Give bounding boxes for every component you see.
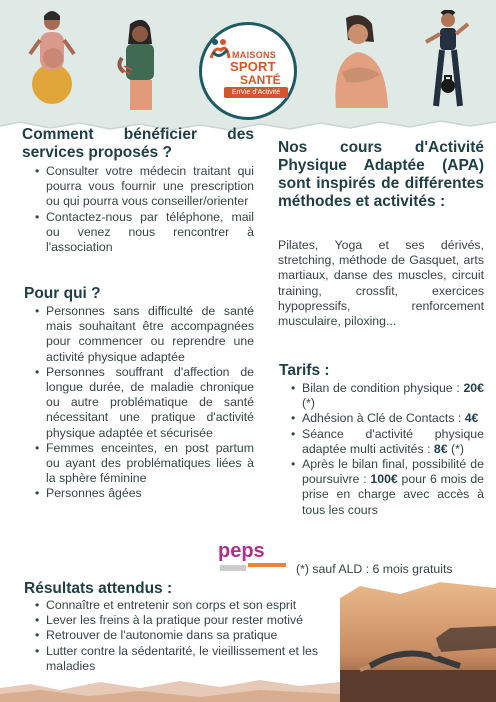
section-title-apa: Nos cours d'Activité Physique Adaptée (APA) sont inspirés de différentes méthodes et activités : (278, 139, 484, 210)
tarif-item (288, 457, 484, 518)
woman-back-pain-illustration (110, 14, 170, 112)
tarif-suffix: (*) (447, 441, 465, 456)
tarif-price: 20€ (463, 381, 484, 395)
list-item: • Personnes âgées (32, 486, 254, 501)
apa-activities-text: Pilates, Yoga et ses dérivés, stretching, méthode de Gasquet, arts martiaux, danse des muscles, circuit training, crossfit, exercices hypopressifs, renforcement musculaire, piloxing... (278, 238, 484, 329)
peps-logo-text: peps (218, 540, 265, 562)
list-item: • Consulter votre médecin traitant qui pourra vous fournir une prescription ou qui pourra vous conseiller/orienter (32, 164, 254, 210)
section-title-who: Pour qui ? (24, 285, 101, 302)
logo-tagline: EnVie d'Activité (224, 87, 288, 98)
tarifs-note: (*) sauf ALD : 6 mois gratuits (296, 562, 453, 576)
list-item: • Lutter contre la sédentarité, le vieillissement et les maladies (32, 644, 338, 674)
who-list (32, 304, 254, 502)
how-list (32, 164, 254, 255)
tarifs-list (288, 381, 484, 518)
woman-kettlebell-illustration (418, 10, 480, 110)
tarif-price: 8€ (433, 441, 448, 456)
logo-text-sante: SANTÉ (240, 73, 281, 87)
tarif-item (288, 427, 484, 457)
section-title-tarifs: Tarifs : (279, 362, 330, 379)
tarif-suffix: (*) (302, 396, 315, 411)
bottom-torn-edge (0, 676, 340, 702)
tarif-item (288, 381, 484, 411)
list-item: • Lever les freins à la pratique pour rester motivé (32, 613, 338, 628)
woman-shoulder-pain-illustration (328, 12, 394, 108)
list-item: • Connaître et entretenir son corps et son esprit (32, 598, 338, 613)
section-title-how: Comment bénéficier des services proposés ? (22, 126, 254, 161)
results-list (32, 598, 338, 674)
list-item: • Personnes souffrant d'affection de longue durée, de maladie chronique ou autre problématique de santé nécessitant une pratique d'activité physique adaptée et sécurisée (32, 365, 254, 441)
section-title-results: Résultats attendus : (24, 580, 173, 597)
tarif-text: Bilan de condition physique : (302, 381, 464, 395)
tarif-suffix: pour 6 mois de prise en charge avec accès à tous les cours (302, 472, 484, 517)
pregnant-woman-on-ball-illustration (22, 6, 82, 106)
tarif-text: Après le bilan final, possibilité de poursuivre : (302, 457, 484, 487)
tarif-text: Adhésion à Clé de Contacts : (302, 411, 465, 426)
stretching-woman-photo (340, 578, 496, 702)
list-item: • Retrouver de l'autonomie dans sa pratique (32, 628, 338, 643)
tarif-price: 4€ (464, 411, 479, 426)
logo-figures-icon (209, 38, 231, 62)
peps-logo (218, 541, 288, 575)
tarif-item (288, 411, 484, 426)
tarif-text: Séance d'activité physique adaptée multi activités : (302, 426, 484, 456)
list-item: • Femmes enceintes, en post partum ou ayant des problématiques liées à la sphère féminine (32, 441, 254, 487)
tarif-price: 100€ (370, 472, 398, 487)
logo-text-maisons: MAISONS (232, 50, 277, 60)
logo-text-sport: SPORT (230, 59, 276, 74)
list-item: • Contactez-nous par téléphone, mail ou venez nous rencontrer à l'association (32, 210, 254, 256)
list-item: • Personnes sans difficulté de santé mais souhaitant être accompagnées pour commencer ou reprendre une activité physique adaptée (32, 304, 254, 365)
